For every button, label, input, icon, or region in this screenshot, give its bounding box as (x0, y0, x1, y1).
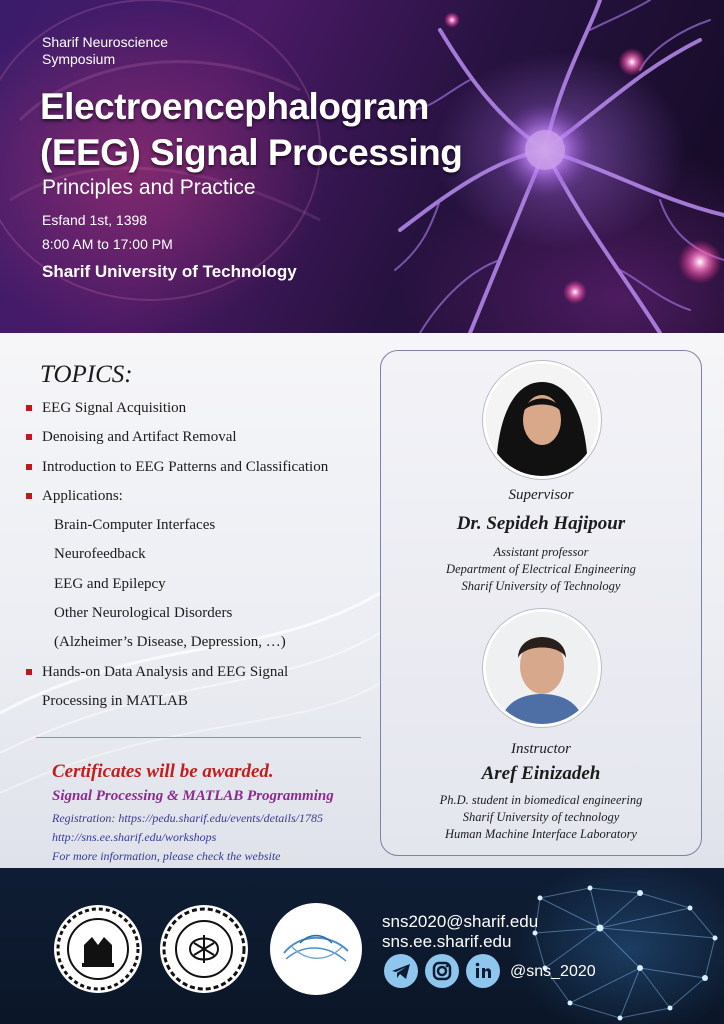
supervisor-photo (483, 361, 601, 479)
student-society-logo (160, 905, 248, 993)
instructors-card (380, 350, 702, 856)
university-name: Sharif University of Technology (42, 262, 297, 281)
certificate-notice: Certificates will be awarded. (52, 761, 274, 782)
social-handle[interactable]: @sns_2020 (510, 963, 596, 980)
topics-heading: TOPICS: (40, 361, 133, 388)
contact-website[interactable]: sns.ee.sharif.edu (382, 932, 512, 951)
page-title (40, 84, 462, 176)
symposium-logo (270, 903, 362, 995)
supervisor-name: Dr. Sepideh Hajipour (456, 513, 626, 534)
title-line-2: (EEG) Signal Processing (40, 132, 463, 173)
instructor-affiliation: Sharif University of technology (462, 810, 620, 824)
event-time: 8:00 AM to 17:00 PM (42, 236, 173, 252)
section-divider (36, 737, 361, 738)
header-banner (0, 0, 724, 333)
bullet-square (26, 405, 32, 411)
certificate-subline: Signal Processing & MATLAB Programming (52, 788, 334, 804)
content-section: TOPICS: EEG Signal Acquisition Denoising and Artifact Removal Introduction to EEG Patterns and Classification Applications: Brain-Computer Interfaces Neurofeedback EEG and Epilepcy Other Neurological Disorders (Alzheimer’s Disease, Depression, …) Hands-on Data Analysis and EEG Signal Processing in MATLAB Certificates will be awarded. Signal Processing & MATLAB Programming Registration: https://pedu.sharif.edu/events/details/1785 http://sns.ee.sharif.edu/workshops For more information, please check the website Supervisor Dr. Sepideh Hajipour Assistant professor Department of Electrical Engineering Sharif University of Technology Instructor Aref Einizadeh Ph.D. student in biomedical engineering Sharif University of technology Human Machine Interface Laboratory (0, 333, 724, 868)
instagram-icon[interactable] (425, 954, 459, 988)
footer (0, 868, 724, 1024)
title-line-1: Electroencephalogram (40, 86, 429, 127)
supervisor-role: Supervisor (508, 487, 574, 503)
bullet-square (26, 434, 32, 440)
supervisor-portrait-icon (486, 364, 598, 476)
supervisor-title: Assistant professor (493, 545, 589, 559)
instructor-name: Aref Einizadeh (481, 763, 601, 784)
workshops-link[interactable]: http://sns.ee.sharif.edu/workshops (52, 830, 217, 844)
more-info-text: For more information, please check the website (52, 849, 281, 863)
instructor-lab: Human Machine Interface Laboratory (445, 827, 637, 841)
instructor-role: Instructor (511, 741, 571, 757)
instructor-title: Ph.D. student in biomedical engineering (439, 793, 643, 807)
telegram-icon[interactable] (384, 954, 418, 988)
linkedin-icon[interactable] (466, 954, 500, 988)
instructor-portrait-icon (486, 612, 598, 724)
instructor-photo (483, 609, 601, 727)
supervisor-department: Department of Electrical Engineering (446, 562, 636, 576)
bullet-square (26, 669, 32, 675)
bullet-square (26, 493, 32, 499)
bullet-square (26, 464, 32, 470)
subtitle: Principles and Practice (42, 176, 256, 199)
contact-email[interactable]: sns2020@sharif.edu (382, 912, 539, 931)
event-date: Esfand 1st, 1398 (42, 212, 148, 228)
registration-link[interactable]: Registration: https://pedu.sharif.edu/events/details/1785 (52, 811, 323, 825)
supervisor-affiliation: Sharif University of Technology (461, 579, 621, 593)
symposium-name: Sharif Neuroscience Symposium (42, 34, 169, 67)
sharif-university-logo (54, 905, 142, 993)
